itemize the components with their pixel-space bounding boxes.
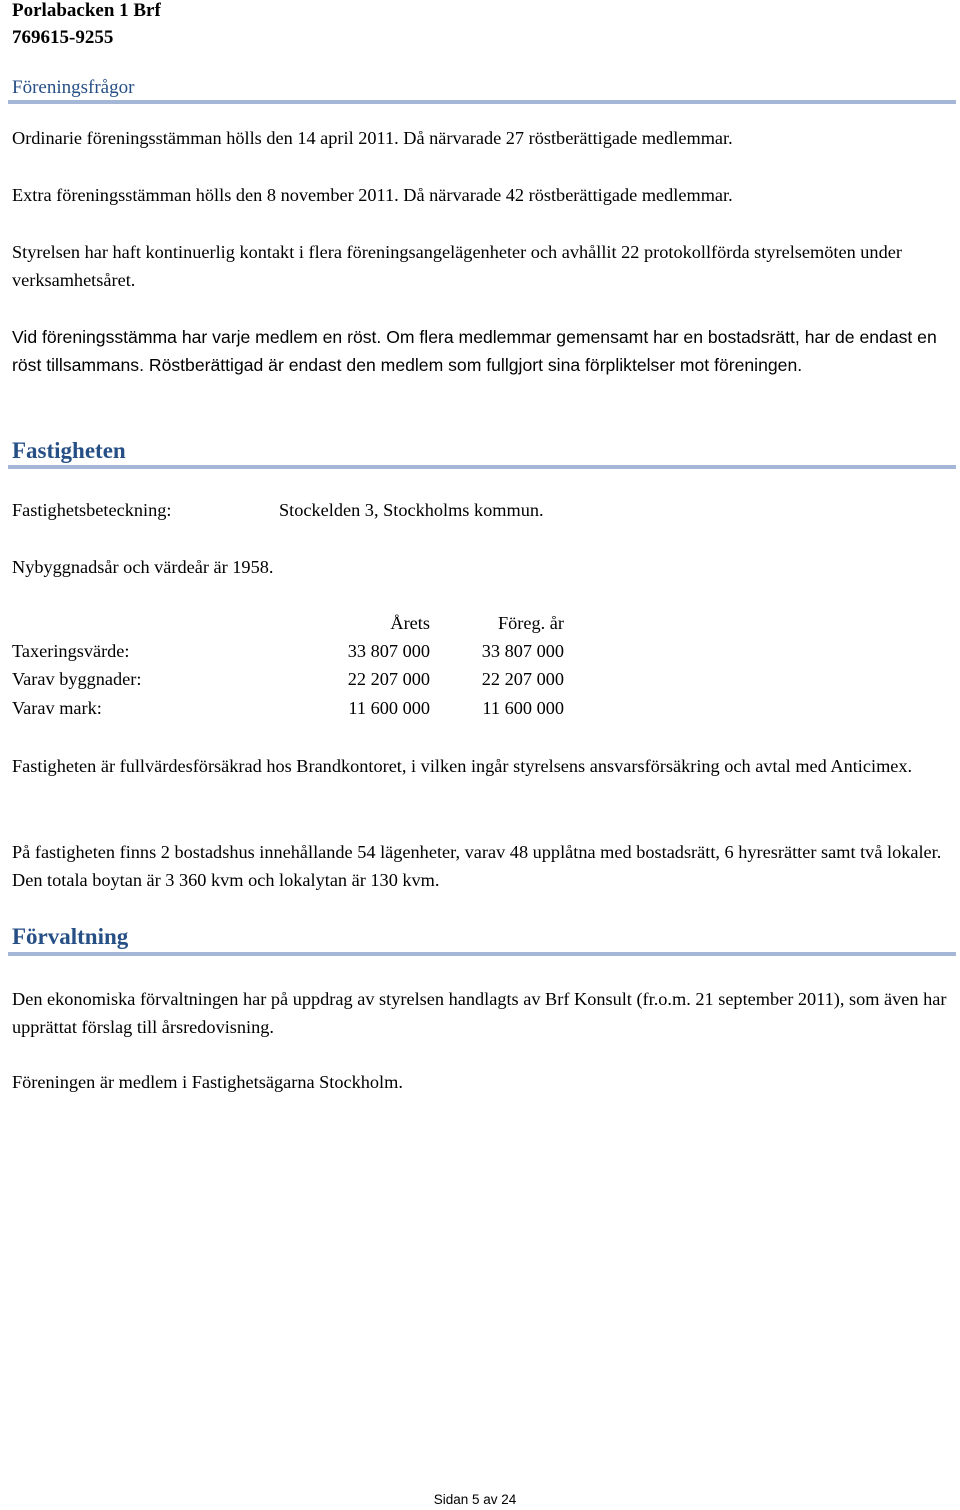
row-value-current: 33 807 000 bbox=[347, 641, 430, 661]
row-value-previous: 11 600 000 bbox=[482, 698, 564, 718]
fastighetsbeteckning-label: Fastighetsbeteckning: bbox=[12, 500, 172, 520]
section-heading-foreningsfragor: Föreningsfrågor bbox=[12, 77, 135, 98]
section-rule bbox=[8, 465, 956, 469]
nybyggnadsar: Nybyggnadsår och värdeår är 1958. bbox=[12, 557, 274, 577]
row-label: Taxeringsvärde: bbox=[12, 641, 130, 661]
paragraph-extra-stamma: Extra föreningsstämman hölls den 8 november 2011. Då närvarade 42 röstberättigade medlemmar. bbox=[12, 185, 733, 205]
section-rule bbox=[8, 952, 956, 956]
row-value-previous: 22 207 000 bbox=[481, 669, 564, 689]
row-value-current: 22 207 000 bbox=[347, 669, 430, 689]
column-header-arets: Årets bbox=[390, 613, 430, 633]
paragraph-ekonomisk-forvaltning: Den ekonomiska förvaltningen har på uppdrag av styrelsen handlagts av Brf Konsult (fr.o.m. 21 september 2011), som även har upprättat förslag till årsredovisning. bbox=[12, 989, 947, 1037]
page-number: Sidan 5 av 24 bbox=[433, 1492, 517, 1507]
fastighetsbeteckning-value: Stockelden 3, Stockholms kommun. bbox=[279, 500, 544, 520]
section-rule bbox=[8, 100, 956, 104]
row-label: Varav mark: bbox=[12, 698, 102, 718]
section-heading-fastigheten: Fastigheten bbox=[12, 438, 126, 463]
row-label: Varav byggnader: bbox=[12, 669, 142, 689]
row-value-previous: 33 807 000 bbox=[481, 641, 564, 661]
section-heading-forvaltning: Förvaltning bbox=[12, 924, 129, 949]
column-header-foreg-ar: Föreg. år bbox=[498, 613, 564, 633]
paragraph-medlemskap: Föreningen är medlem i Fastighetsägarna Stockholm. bbox=[12, 1072, 403, 1092]
paragraph-styrelsen: Styrelsen har haft kontinuerlig kontakt i flera föreningsangelägenheter och avhållit 22 protokollförda styrelsemöten under verksamhetsåret. bbox=[12, 242, 902, 290]
paragraph-ordinarie-stamma: Ordinarie föreningsstämman hölls den 14 april 2011. Då närvarade 27 röstberättigade medlemmar. bbox=[12, 128, 733, 148]
row-value-current: 11 600 000 bbox=[348, 698, 430, 718]
paragraph-forsakring: Fastigheten är fullvärdesförsäkrad hos Brandkontoret, i vilken ingår styrelsens ansvarsförsäkring och avtal med Anticimex. bbox=[12, 756, 913, 776]
paragraph-bostadshus: På fastigheten finns 2 bostadshus innehållande 54 lägenheter, varav 48 upplåtna med bostadsrätt, 6 hyresrätter samt två lokaler. Den totala boytan är 3 360 kvm och lokalytan är 130 kvm. bbox=[12, 842, 942, 890]
organization-name: Porlabacken 1 Brf bbox=[12, 0, 161, 21]
organization-number: 769615-9255 bbox=[12, 27, 114, 48]
paragraph-rostratt: Vid föreningsstämma har varje medlem en röst. Om flera medlemmar gemensamt har en bostadsrätt, har de endast en röst tillsammans. Röstberättigad är endast den medlem som fullgjort sina förpliktelser mot föreningen. bbox=[12, 327, 937, 375]
